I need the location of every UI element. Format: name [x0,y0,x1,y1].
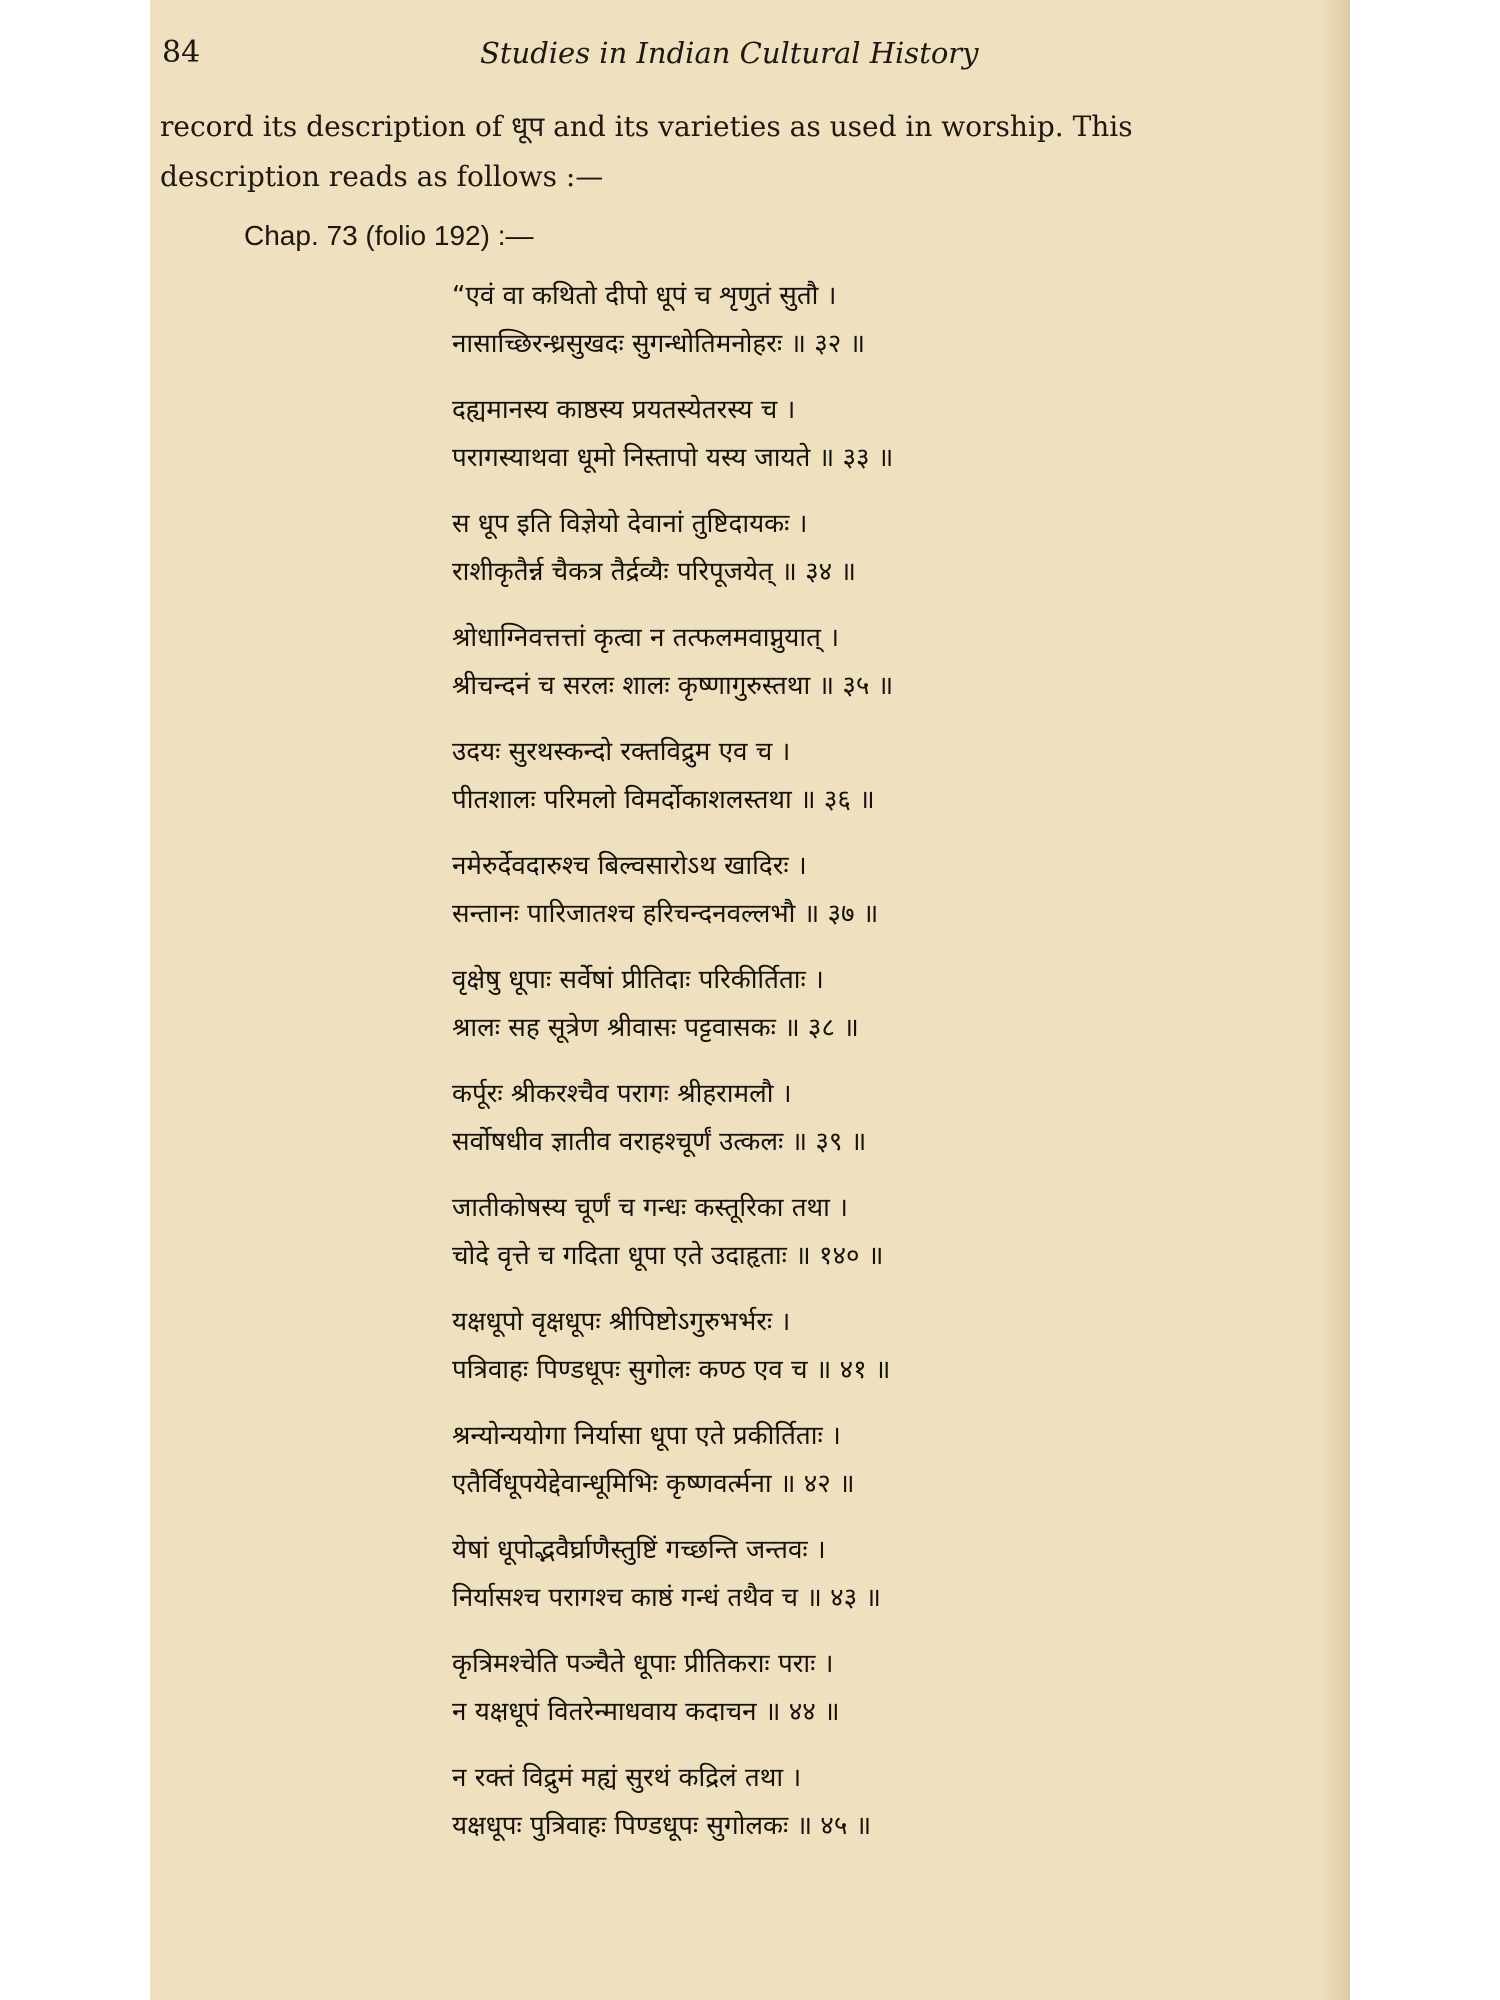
verse-line: “एवं वा कथितो दीपो धूपं च शृणुतं सुतौ । [452,281,837,311]
verse-line: न यक्षधूपं वितरेन्माधवाय कदाचन ॥ ४४ ॥ [452,1697,840,1727]
verse-line: जातीकोषस्य चूर्णं च गन्धः कस्तूरिका तथा । [452,1193,848,1223]
verse-line: चोदे वृत्ते च गदिता धूपा एते उदाहृताः ॥ १४० ॥ [452,1241,884,1271]
verse-line: परागस्याथवा धूमो निस्तापो यस्य जायते ॥ ३३ ॥ [452,443,894,473]
verse-line: यक्षधूपः पुत्रिवाहः पिण्डधूपः सुगोलकः ॥ ४५ ॥ [452,1811,872,1841]
verse-line: सन्तानः पारिजातश्च हरिचन्दनवल्लभौ ॥ ३७ ॥ [452,899,879,929]
running-title: Studies in Indian Cultural History [480,36,979,70]
verse-line: कृत्रिमश्चेति पञ्चैते धूपाः प्रीतिकराः पराः । [452,1649,834,1679]
page-number: 84 [162,35,201,70]
intro-line: record its description of धूप and its varieties as used in worship. This [160,110,1133,143]
intro-paragraph [160,102,1320,202]
verse-line: सर्वोषधीव ज्ञातीव वराहश्चूर्णं उत्कलः ॥ ३९ ॥ [452,1127,867,1157]
verse-line: न रक्तं विद्रुमं मह्यं सुरथं कद्रिलं तथा । [452,1763,802,1793]
verse-line: दह्यमानस्य काष्ठस्य प्रयतस्येतरस्य च । [452,395,796,425]
verse-39 [452,1070,1232,1166]
verse-line: नमेरुर्देवदारुश्च बिल्वसारोऽथ खादिरः । [452,851,807,881]
verse-38 [452,956,1232,1052]
intro-line: description reads as follows :— [160,160,604,193]
chapter-reference: Chap. 73 (folio 192) :— [244,220,534,251]
verse-37 [452,842,1232,938]
verse-32 [452,272,1232,368]
verse-45 [452,1754,1232,1850]
verse-line: येषां धूपोद्भवैर्घ्राणैस्तुष्टिं गच्छन्ति जन्तवः । [452,1535,826,1565]
verse-line: राशीकृतैर्न्न चैकत्र तैर्द्रव्यैः परिपूजयेत् ॥ ३४ ॥ [452,557,856,587]
verse-line: निर्यासश्च परागश्च काष्ठं गन्धं तथैव च ॥ ४३ ॥ [452,1583,881,1613]
verse-line: नासाच्छिरन्ध्रसुखदः सुगन्धोतिमनोहरः ॥ ३२ ॥ [452,329,866,359]
verse-line: श्रालः सह सूत्रेण श्रीवासः पट्टवासकः ॥ ३८ ॥ [452,1013,859,1043]
verse-line: उदयः सुरथस्कन्दो रक्तविद्रुम एव च । [452,737,791,767]
verse-line: एतैर्विधूपयेद्देवान्धूमिभिः कृष्णवर्त्मना ॥ ४२ ॥ [452,1469,855,1499]
verse-line: स धूप इति विज्ञेयो देवानां तुष्टिदायकः । [452,509,808,539]
verse-43 [452,1526,1232,1622]
verse-line: श्रीचन्दनं च सरलः शालः कृष्णागुरुस्तथा ॥ ३५ ॥ [452,671,894,701]
verse-42 [452,1412,1232,1508]
verse-34 [452,500,1232,596]
page-header [150,30,1350,80]
verse-line: यक्षधूपो वृक्षधूपः श्रीपिष्टोऽगुरुभर्भरः । [452,1307,791,1337]
verse-line: श्रोधाग्निवत्तत्तां कृत्वा न तत्फलमवाप्नुयात् । [452,623,840,653]
verse-line: श्रन्योन्ययोगा निर्यासा धूपा एते प्रकीर्तिताः । [452,1421,841,1451]
verse-36 [452,728,1232,824]
verse-33 [452,386,1232,482]
verse-140 [452,1184,1232,1280]
verse-35 [452,614,1232,710]
verse-41 [452,1298,1232,1394]
verse-line: पत्रिवाहः पिण्डधूपः सुगोलः कण्ठ एव च ॥ ४१ ॥ [452,1355,891,1385]
verse-44 [452,1640,1232,1736]
sanskrit-verses [452,272,1232,1850]
verse-line: पीतशालः परिमलो विमर्दोकाशलस्तथा ॥ ३६ ॥ [452,785,875,815]
verse-line: कर्पूरः श्रीकरश्चैव परागः श्रीहरामलौ । [452,1079,792,1109]
book-page [150,0,1350,2000]
verse-line: वृक्षेषु धूपाः सर्वेषां प्रीतिदाः परिकीर्तिताः । [452,965,824,995]
